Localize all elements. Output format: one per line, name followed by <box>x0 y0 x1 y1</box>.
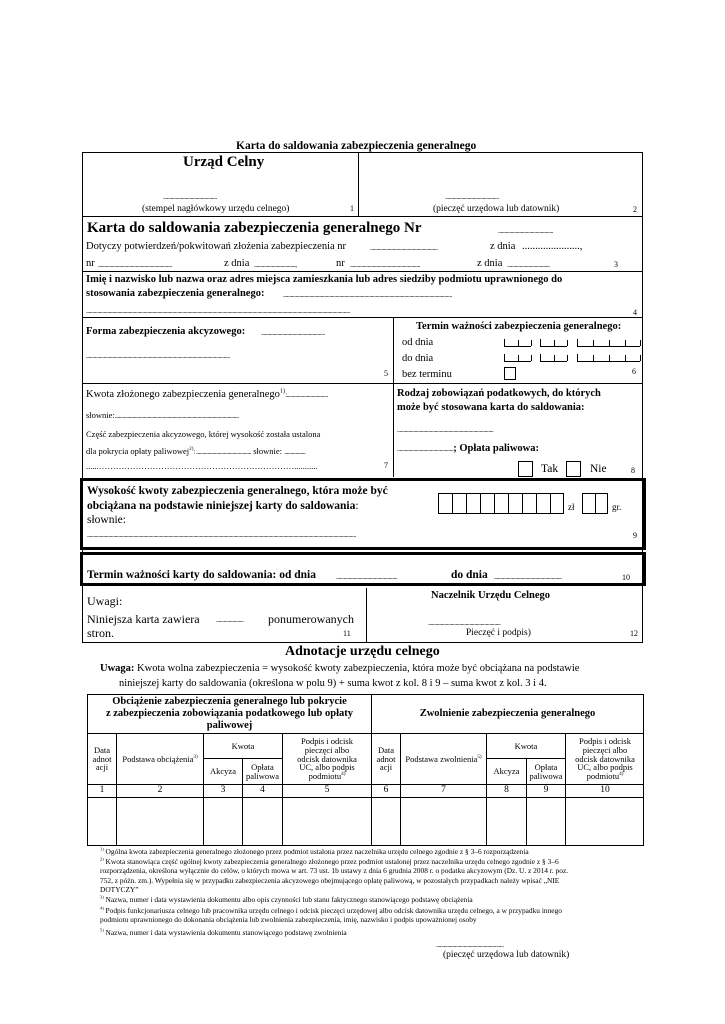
card-validity-label: Termin ważności karty do saldowania: od dnia <box>87 569 316 581</box>
validity-from-year[interactable] <box>577 339 640 347</box>
col-number: 5 <box>324 785 330 796</box>
excise-form-dots-2[interactable]: ................................................................................................................... <box>86 352 230 360</box>
divider-5-6 <box>393 317 394 477</box>
field-number-3: 3 <box>614 260 618 269</box>
nr-label-2: nr <box>336 258 345 269</box>
card-number-heading: Karta do saldowania zabezpieczenia generalnego Nr <box>87 220 422 236</box>
row-line <box>82 216 643 217</box>
fuel-fee-row: .............................................; Opłata paliwowa: <box>397 443 540 454</box>
field-number-12: 12 <box>630 629 638 638</box>
guarantee-words-label: słownie:................................................................................................... <box>86 410 239 420</box>
col-number: 2 <box>157 785 163 796</box>
stamp-label: (stempel nagłówkowy urzędu celnego) <box>142 204 290 214</box>
footnote-5: $^{5)}$ Nazwa, numer i data wystawienia dokumentu stanowiącego podstawę zwolnienia <box>100 927 347 937</box>
confirmations-number-dots[interactable]: ...................................................... <box>370 244 438 252</box>
office-title: Urząd Celny <box>183 154 265 170</box>
no-term-checkbox[interactable] <box>504 367 516 380</box>
head-of-office-title: Naczelnik Urzędu Celnego <box>431 590 550 601</box>
confirmations-date-label: z dnia <box>490 241 516 252</box>
date-label-1: z dnia <box>224 258 250 269</box>
guarantee-amount-label: Kwota złożonego zabezpieczenia generalnego$^{1)}$:................................. <box>86 387 328 400</box>
field-number-1: 1 <box>350 204 354 213</box>
validity-from-day[interactable] <box>504 339 531 347</box>
bottom-stamp-label: (pieczęć urzędowa lub datownik) <box>443 950 570 960</box>
card-amount-zl-cells[interactable] <box>438 493 564 514</box>
col-number: 7 <box>441 785 446 796</box>
seal-label: (pieczęć urzędowa lub datownik) <box>433 204 560 214</box>
card-validity-from-dots[interactable]: ................................................. <box>336 573 398 581</box>
col-date-right: Data adnot acji <box>376 744 396 773</box>
fuel-yes-checkbox[interactable] <box>518 461 533 477</box>
validity-to-label: do dnia <box>402 353 434 364</box>
col-number: 10 <box>600 785 610 796</box>
entity-dots-2[interactable]: ................................................................................................................................................................................................................... <box>86 307 350 315</box>
col-fuel-left: Opłata paliwowa <box>245 761 280 781</box>
field-number-7: 7 <box>384 461 388 470</box>
validity-from-month[interactable] <box>540 339 567 347</box>
date-label-2: z dnia <box>477 258 503 269</box>
annotations-note-line2: niniejszej karty do saldowania (określona w polu 9) + suma kwot z kol. 8 i 9 – suma kwot z kol. 3 i 4. <box>119 678 547 689</box>
col-basis-release: Podstawa zwolnienia$^{5)}$ <box>405 753 482 764</box>
seal-dots: ........................................... <box>445 193 499 201</box>
row-line <box>82 317 643 318</box>
col-number: 4 <box>260 785 265 796</box>
footnote-4: $^{4)}$ Podpis funkcjonariusza celnego lub pracownika urzędu celnego i odcisk pieczęci urzędowej albo odcisk datownika urzędu celnego, a w przypadku innego podmiotu uprawnionego do dokonania obciążenia lub zwolnienia zabezpieczenia, imię, nazwisko i podpis upoważnionej osoby <box>100 905 562 925</box>
confirmations-label: Dotyczy potwierdzeń/pokwitowań złożenia zabezpieczenia nr <box>86 241 347 252</box>
load-group-header: Obciążenie zabezpieczenia generalnego lub pokrycie z zabezpieczenia zobowiązania podatkowego lub opłaty paliwowej <box>105 695 354 732</box>
form-top-title: Karta do saldowania zabezpieczenia generalnego <box>236 140 477 152</box>
divider-11-12 <box>366 588 367 642</box>
col-number: 1 <box>99 785 105 796</box>
bottom-stamp-dots[interactable]: ...................................................... <box>436 941 504 949</box>
confirmations-date-dots[interactable]: ......................, <box>522 241 583 252</box>
entity-label-line2: stosowania zabezpieczenia generalnego: <box>86 288 265 299</box>
entity-dots-1[interactable]: ....................................................................................................................................... <box>283 291 452 299</box>
pages-text-a: Niniejsza karta zawiera <box>87 612 200 626</box>
row-line <box>82 642 643 643</box>
nr-dots-1[interactable]: ........................................................... <box>98 261 172 269</box>
footnote-2: $^{2)}$ Kwota stanowiąca część ogólnej kwoty zabezpieczenia generalnego złożonego przez podmiot ustalonej przez naczelnika urzędu celnego zgodnie z § 3–6 rozporządzenia, określona wyłącznie do celów, o których mowa w art. 73 ust. 1b ustawy z dnia 6 grudnia 2008 r. o podatku akcyzowym (Dz. U. z 2014 r. poz. 752, z późn. zm.). Wypełnia się w przypadku zabezpieczenia akcyzowego obejmującego opłatę paliwową, w pozostałych przypadkach należy wpisać „NIE DOTYCZY” <box>100 856 569 894</box>
gr-label: gr. <box>612 502 622 512</box>
field-number-9: 9 <box>633 531 637 540</box>
date-dots-1[interactable]: ................................., <box>254 261 297 269</box>
fuel-no-checkbox[interactable] <box>566 461 581 477</box>
col-number: 6 <box>383 785 389 796</box>
date-dots-2[interactable]: .................................. <box>507 261 550 269</box>
fuel-no-label: Nie <box>590 463 607 475</box>
row-line <box>82 271 643 272</box>
divider-1-2 <box>358 152 359 216</box>
card-amount-label-line2: obciążana na podstawie niniejszej karty do saldowania: <box>87 500 359 512</box>
row-line <box>82 383 643 384</box>
col-number: 8 <box>504 785 509 796</box>
field-number-8: 8 <box>631 466 635 475</box>
pages-count-dots[interactable]: ...................... <box>216 616 244 624</box>
card-amount-gr-cells[interactable] <box>582 493 608 514</box>
frame-top <box>82 152 643 153</box>
col-fuel-right: Opłata paliwowa <box>529 761 563 781</box>
guarantee-validity-title: Termin ważności zabezpieczenia generalnego: <box>416 321 622 332</box>
field-number-4: 4 <box>633 308 637 317</box>
tax-types-title-line2: może być stosowana karta do saldowania: <box>397 402 585 413</box>
head-signature-label: Pieczęć i podpis) <box>466 628 531 638</box>
field-number-6: 6 <box>632 367 636 376</box>
footnote-1: $^{1)}$ Ogólna kwota zabezpieczenia generalnego złożonego przez podmiot ustalona przez naczelnika urzędu celnego zgodnie z § 3–6 rozporządzenia <box>100 846 529 856</box>
remarks-label: Uwagi: <box>87 594 123 608</box>
pages-text-c: stron. <box>87 626 114 640</box>
card-amount-words-dots[interactable]: ....................................................................................................................................................................................................................... <box>87 531 356 539</box>
col-date-left: Data adnot acji <box>92 744 112 773</box>
card-validity-to-label: do dnia <box>451 569 488 581</box>
card-amount-label-line1: Wysokość kwoty zabezpieczenia generalnego, która może być <box>87 485 388 497</box>
col-sign-left: Podpis i odcisk pieczęci albo odcisk datownika UC, albo podpis podmiotu$^{4)}$ <box>297 735 357 782</box>
card-validity-to-dots[interactable]: ...................................................... <box>494 573 562 581</box>
col-excise-left: Akcyza <box>210 766 236 777</box>
annotations-note-line1: Uwaga: Kwota wolna zabezpieczenia = wysokość kwoty zabezpieczenia, która może być obciążana na podstawie <box>100 663 580 674</box>
col-number: 9 <box>543 785 549 796</box>
excise-form-label: Forma zabezpieczenia akcyzowego: <box>86 326 246 337</box>
fuel-yes-label: Tak <box>541 463 559 475</box>
validity-to-month[interactable] <box>540 354 567 362</box>
footnote-3: $^{3)}$ Nazwa, numer i data wystawienia dokumentu albo opis czynności lub stanu faktycznego stanowiącego podstawę obciążenia <box>100 894 473 904</box>
field-number-11: 11 <box>343 629 351 638</box>
col-number: 3 <box>220 785 226 796</box>
card-number-dots[interactable]: ............................................ <box>498 227 553 235</box>
head-signature-dots[interactable]: .......................................................... <box>428 619 501 627</box>
validity-open-label: bez terminu <box>402 369 452 380</box>
field-number-5: 5 <box>384 369 388 378</box>
stamp-dots: ........................................... <box>163 193 217 201</box>
zl-label: zł <box>568 502 575 512</box>
row-line <box>87 797 644 798</box>
field-number-2: 2 <box>633 205 637 214</box>
annotations-title: Adnotacje urzędu celnego <box>285 644 440 659</box>
entity-label-line1: Imię i nazwisko lub nazwa oraz adres miejsca zamieszkania lub adres siedziby podmiotu uprawnionego do <box>86 274 563 285</box>
release-group-header: Zwolnienie zabezpieczenia generalnego <box>419 708 596 720</box>
excise-form-dots-1[interactable]: ................................................... <box>261 329 325 337</box>
card-amount-words-label: słownie: <box>87 514 126 526</box>
validity-to-day[interactable] <box>504 354 531 362</box>
col-sign-right: Podpis i odcisk pieczęci albo odcisk datownika UC, albo podpis podmiotu$^{4)}$ <box>575 735 635 782</box>
validity-to-year[interactable] <box>577 354 640 362</box>
col-amount-left: Kwota <box>231 740 255 751</box>
fuel-part-label-line2: dla pokrycia opłaty paliwowej$^{2)}$: ............................................ słownie: ................. <box>86 446 306 456</box>
validity-from-label: od dnia <box>402 337 434 348</box>
col-basis-load: Podstawa obciążenia$^{3)}$ <box>122 753 198 764</box>
col-excise-right: Akcyza <box>493 766 520 777</box>
nr-dots-2[interactable]: ........................................................ <box>350 261 420 269</box>
pages-text-b: ponumerowanych <box>268 612 354 626</box>
col-amount-right: Kwota <box>514 740 538 751</box>
fuel-part-label-line1: Część zabezpieczenia akcyzowego, której wysokość została ustalona <box>86 429 321 439</box>
guarantee-dots-last[interactable]: ......……………………………………………………………........... <box>86 461 318 471</box>
tax-types-dots[interactable]: ............................................................................. <box>397 426 494 434</box>
field-number-10: 10 <box>622 573 630 582</box>
nr-label-1: nr <box>86 258 95 269</box>
tax-types-title-line1: Rodzaj zobowiązań podatkowych, do których <box>397 388 601 399</box>
